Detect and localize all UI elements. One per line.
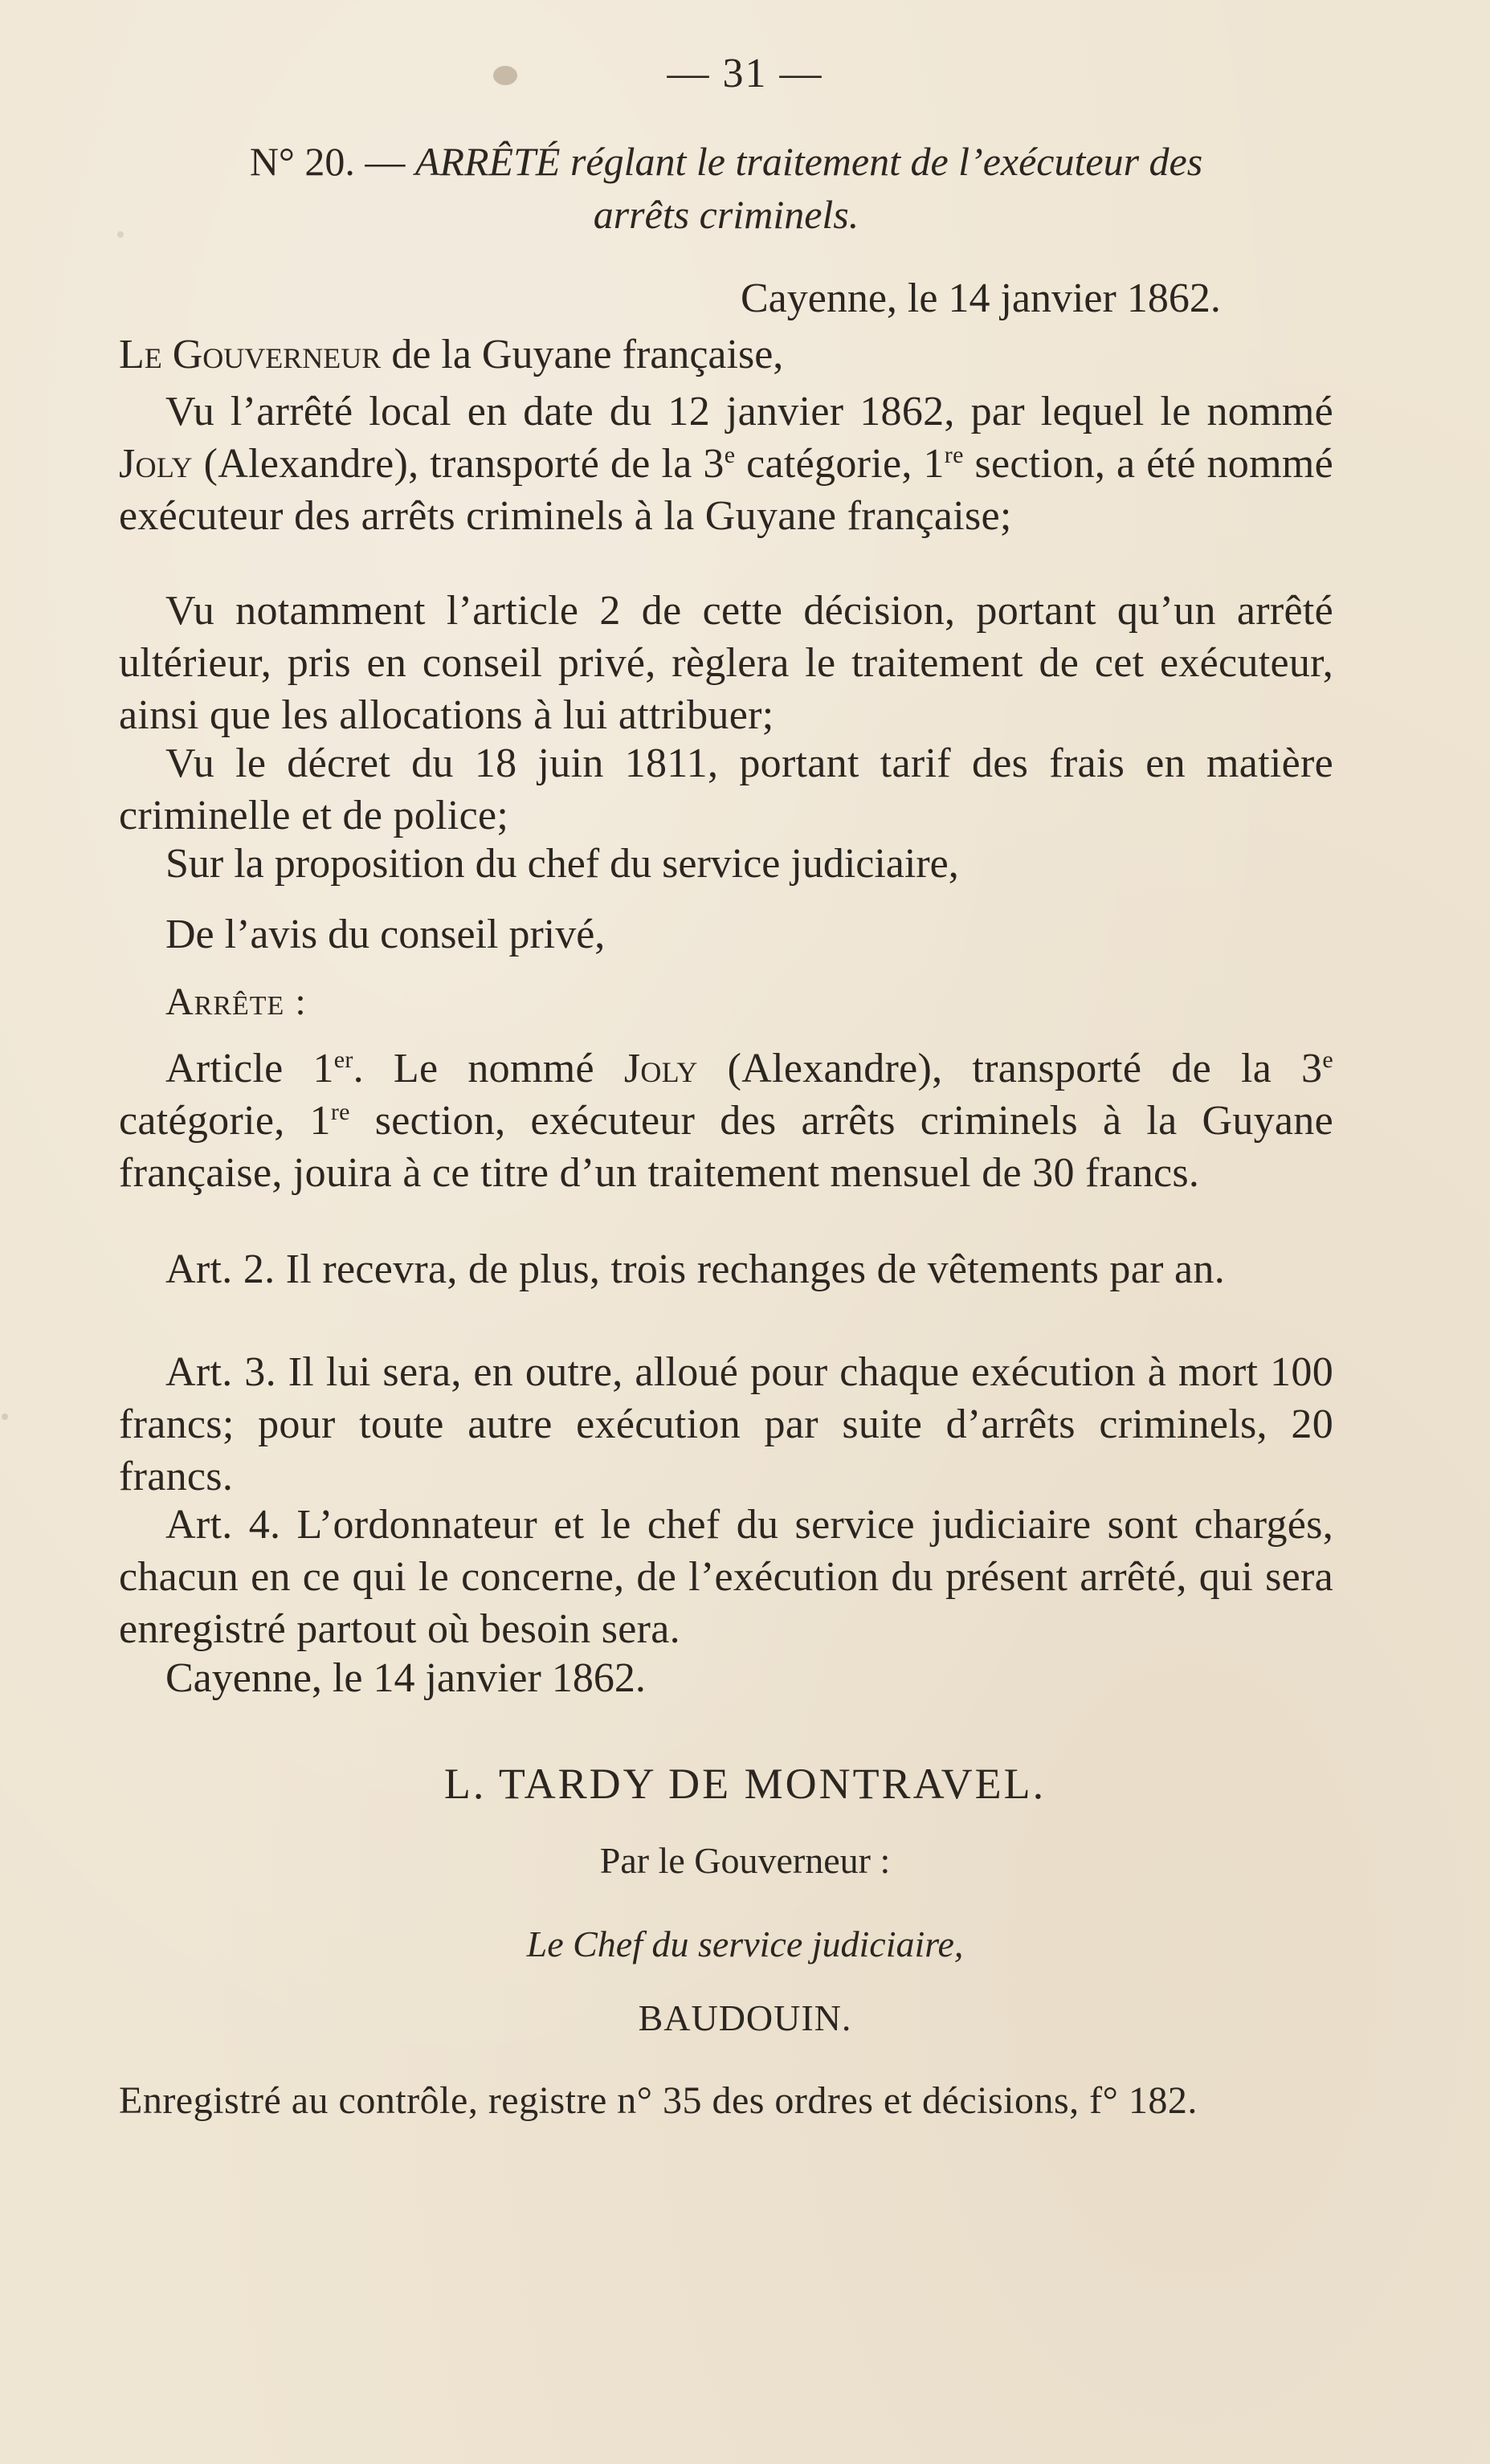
par-le-gouverneur: Par le Gouverneur : (599, 1840, 891, 1881)
article-1-name: Joly (623, 1046, 698, 1091)
consideration-1-sup-2: re (944, 442, 964, 468)
arrete-label: Arrête : (165, 981, 307, 1023)
heading-line-2: arrêts criminels. (593, 192, 859, 237)
article-4: Art. 4. L’ordonnateur et le chef du service judiciaire sont chargés, chacun en ce qui le concerne, de l’exécution du présent arrêté, qui sera enregistré partout où besoin sera. (119, 1502, 1333, 1652)
closing-date: Cayenne, le 14 janvier 1862. (165, 1655, 646, 1701)
governor-line (119, 331, 783, 378)
heading-line-1 (119, 135, 1333, 188)
article-1 (119, 1042, 1333, 1199)
consideration-1-text-b: (Alexandre), transporté de la 3 (192, 441, 725, 487)
article-2: Art. 2. Il recevra, de plus, trois rechanges de vêtements par an. (165, 1246, 1225, 1292)
consideration-3: Vu le décret du 18 juin 1811, portant tarif des frais en matière criminelle et de police; (119, 740, 1333, 838)
governor-rest: de la Guyane française, (381, 332, 784, 377)
article-1-text-d: section, exécuteur des arrêts criminels à la Guyane française, jouira à ce titre d’un traitement mensuel de 30 francs. (119, 1098, 1333, 1196)
heading-title-rest: réglant le traitement de l’exécuteur des (560, 139, 1203, 184)
consideration-1-name: Joly (119, 441, 193, 487)
registration-note: Enregistré au contrôle, registre n° 35 des ordres et décisions, f° 182. (119, 2079, 1198, 2122)
consideration-2: Vu notamment l’article 2 de cette décision, portant qu’un arrêté ultérieur, pris en conseil privé, règlera le traitement de cet exécuteur, ainsi que les allocations à lui attribuer; (119, 588, 1333, 738)
article-1-lead: Article 1 (165, 1046, 334, 1091)
consideration-1-sup-1: e (724, 442, 736, 468)
consideration-1 (119, 386, 1333, 542)
article-1-sup-1: e (1322, 1046, 1333, 1073)
article-3: Art. 3. Il lui sera, en outre, alloué pour chaque exécution à mort 100 francs; pour toute autre exécution par suite d’arrêts criminels, 20 francs. (119, 1349, 1333, 1499)
article-1-sup-2: re (330, 1099, 350, 1125)
ink-spot (2, 1414, 8, 1420)
chef-name: BAUDOUIN. (638, 1997, 852, 2038)
article-1-text-b: (Alexandre), transporté de la 3 (697, 1046, 1323, 1091)
article-1-lead-sup: er (333, 1046, 353, 1073)
heading-title-word: ARRÊTÉ (414, 139, 561, 184)
article-1-text-a: . Le nommé (353, 1046, 624, 1091)
document-heading (119, 135, 1333, 241)
governor-signature: L. TARDY DE MONTRAVEL. (443, 1760, 1047, 1808)
consideration-1-text-d: section, a été nommé exécuteur des arrêts criminels à la Guyane française; (119, 441, 1333, 539)
heading-number: N° 20. — (249, 139, 415, 184)
article-1-text-c: catégorie, 1 (119, 1098, 331, 1144)
consideration-1-text-a: Vu l’arrêté local en date du 12 janvier 1862, par lequel le nommé (165, 389, 1333, 434)
governor-prefix: Le Gouverneur (119, 332, 382, 377)
consideration-5: De l’avis du conseil privé, (165, 912, 606, 957)
page-number: — 31 — (667, 51, 823, 96)
chef-title: Le Chef du service judiciaire, (526, 1923, 964, 1964)
dateline: Cayenne, le 14 janvier 1862. (741, 275, 1221, 321)
consideration-1-text-c: catégorie, 1 (735, 441, 945, 487)
consideration-4: Sur la proposition du chef du service judiciaire, (165, 841, 959, 887)
